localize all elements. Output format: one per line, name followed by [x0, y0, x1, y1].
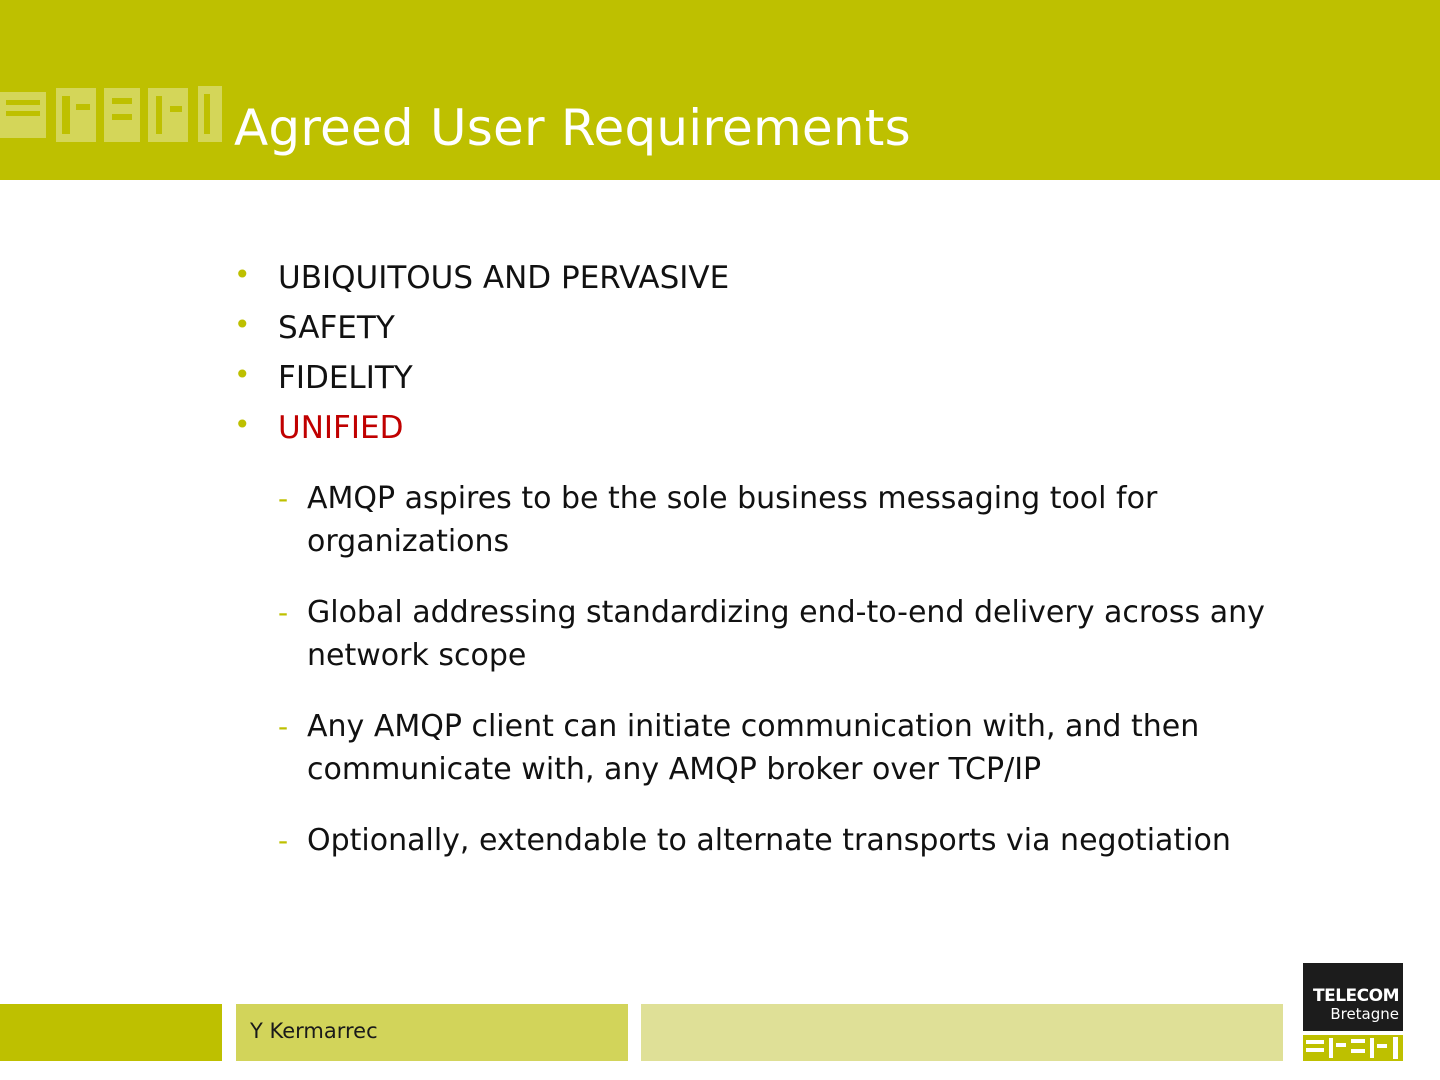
- slide-content: [234, 255, 1334, 890]
- brand-line2: Bretagne: [1330, 1005, 1399, 1023]
- dash-marker-icon: -: [278, 824, 289, 857]
- brand-mark-icon: [1303, 1035, 1403, 1061]
- footer-block-left: [0, 1004, 222, 1061]
- footer-block-right: [641, 1004, 1283, 1061]
- sub-bullet-text: Global addressing standardizing end-to-end delivery across any network scope: [307, 595, 1265, 673]
- school-logo-watermark-icon: [0, 84, 222, 146]
- bullet-dot-icon: •: [234, 308, 251, 341]
- bullet-item: [234, 255, 1334, 305]
- brand-line1: TELECOM: [1313, 986, 1399, 1006]
- sub-bullet-text: Any AMQP client can initiate communication with, and then communicate with, any AMQP broker over TCP/IP: [307, 709, 1200, 787]
- bullet-dot-icon: •: [234, 358, 251, 391]
- bullet-dot-icon: •: [234, 258, 251, 291]
- dash-marker-icon: -: [278, 596, 289, 629]
- dash-marker-icon: -: [278, 710, 289, 743]
- bullet-label: SAFETY: [278, 310, 395, 346]
- sub-bullet-item: [234, 819, 1307, 862]
- sub-bullet-item: [234, 477, 1307, 563]
- bullet-dot-icon: •: [234, 408, 251, 441]
- dash-marker-icon: -: [278, 482, 289, 515]
- bullet-label: UNIFIED: [278, 410, 404, 446]
- bullet-item: [234, 305, 1334, 355]
- telecom-bretagne-logo: [1303, 963, 1403, 1031]
- sub-bullet-text: Optionally, extendable to alternate transports via negotiation: [307, 823, 1231, 858]
- sub-bullet-list: [234, 477, 1334, 862]
- sub-bullet-item: [234, 591, 1307, 677]
- footer-author: Y Kermarrec: [250, 1019, 378, 1043]
- sub-bullet-text: AMQP aspires to be the sole business messaging tool for organizations: [307, 481, 1158, 559]
- bullet-label: UBIQUITOUS AND PERVASIVE: [278, 260, 730, 296]
- bullet-item-highlighted: [234, 405, 1334, 455]
- slide-title: Agreed User Requirements: [234, 99, 911, 157]
- bullet-item: [234, 355, 1334, 405]
- header-band: [0, 0, 1440, 180]
- bullet-list: [234, 255, 1334, 455]
- bullet-label: FIDELITY: [278, 360, 413, 396]
- sub-bullet-item: [234, 705, 1307, 791]
